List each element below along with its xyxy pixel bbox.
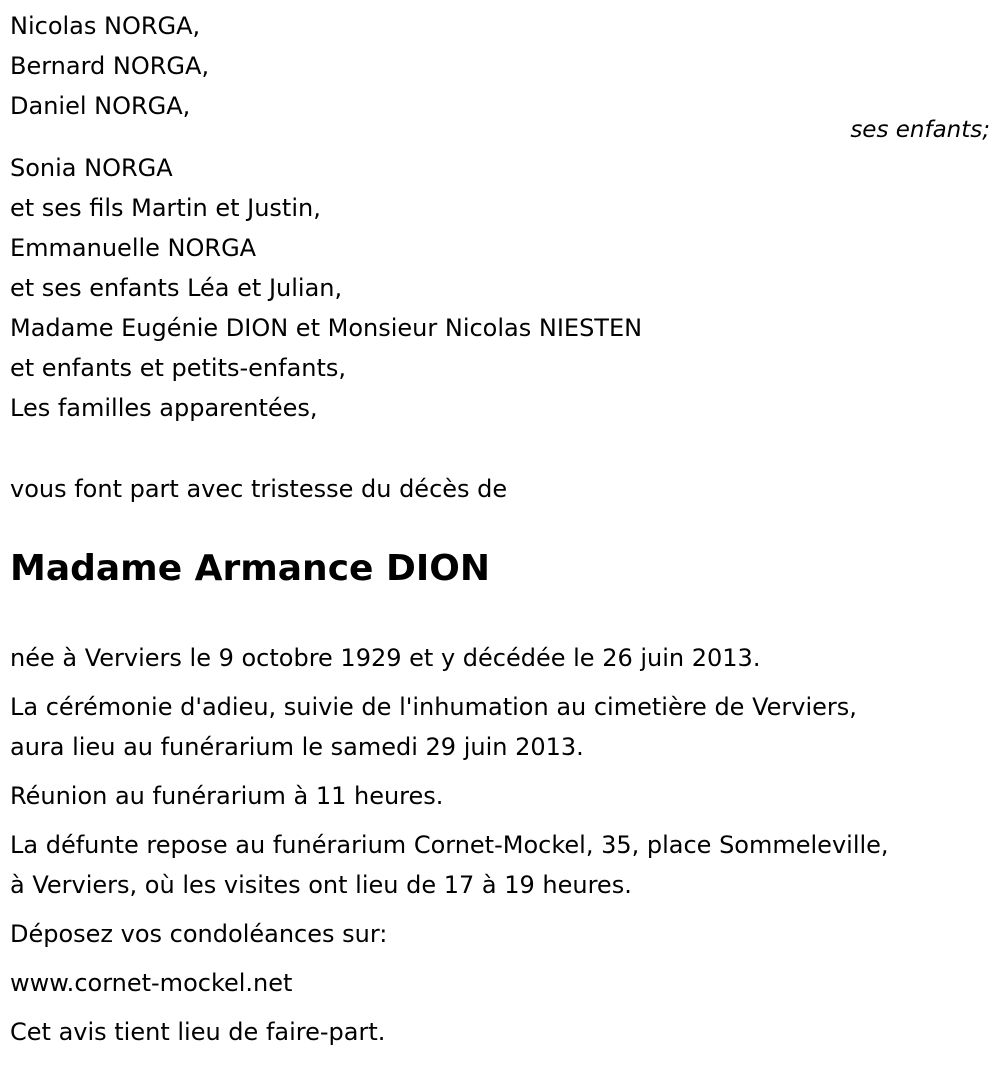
rest-line: La défunte repose au funérarium Cornet-Mockel, 35, place Sommeleville, (10, 831, 889, 859)
obituary-notice (10, 0, 990, 1069)
ceremony-paragraph (10, 687, 889, 767)
ceremony-line: La cérémonie d'adieu, suivie de l'inhumation au cimetière de Verviers, (10, 693, 857, 721)
announcement-text: vous font part avec tristesse du décès de (10, 475, 508, 503)
deceased-name: Madame Armance DION (10, 548, 490, 589)
children-role-label: ses enfants; (850, 117, 990, 143)
child-name: Daniel NORGA, (10, 92, 191, 120)
rest-line: à Verviers, où les visites ont lieu de 17 à 19 heures. (10, 871, 632, 899)
condolences-line: Déposez vos condoléances sur: (10, 920, 388, 948)
child-name: Bernard NORGA, (10, 52, 210, 80)
ceremony-line: aura lieu au funérarium le samedi 29 juin 2013. (10, 733, 584, 761)
website-link[interactable]: www.cornet-mockel.net (10, 969, 293, 997)
meeting-line: Réunion au funérarium à 11 heures. (10, 782, 444, 810)
family-member: Sonia NORGA (10, 154, 173, 182)
children-list (10, 6, 209, 126)
family-member: et ses enfants Léa et Julian, (10, 274, 343, 302)
child-name: Nicolas NORGA, (10, 12, 201, 40)
rest-paragraph (10, 825, 889, 905)
family-member: Madame Eugénie DION et Monsieur Nicolas NIESTEN (10, 314, 643, 342)
notice-line: Cet avis tient lieu de faire-part. (10, 1018, 386, 1046)
family-member: Emmanuelle NORGA (10, 234, 257, 262)
family-member: et ses fils Martin et Justin, (10, 194, 321, 222)
family-member: Les familles apparentées, (10, 394, 318, 422)
birth-death-line: née à Verviers le 9 octobre 1929 et y décédée le 26 juin 2013. (10, 644, 761, 672)
family-member: et enfants et petits-enfants, (10, 354, 347, 382)
details-section (10, 638, 889, 1061)
family-list (10, 148, 642, 428)
